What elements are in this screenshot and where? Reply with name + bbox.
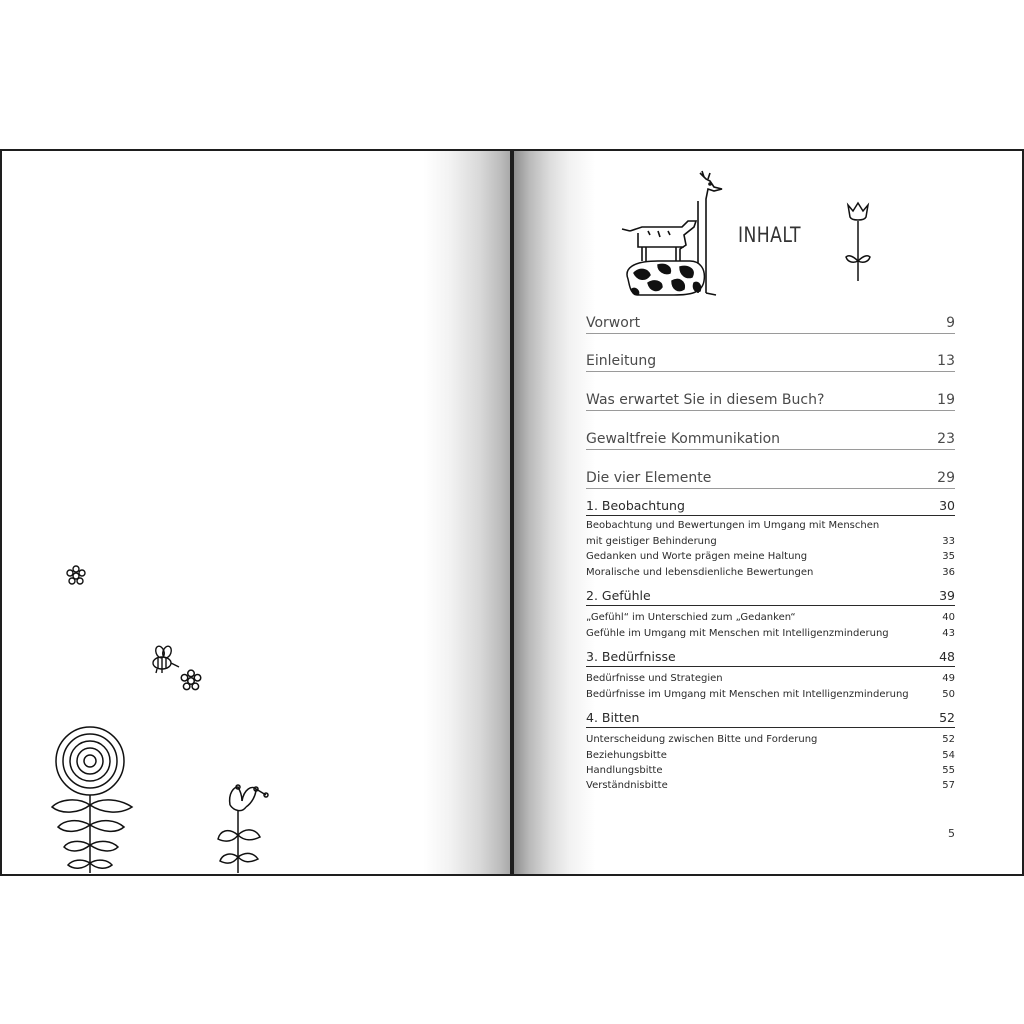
toc-subentry[interactable] (586, 748, 955, 764)
toc-subentry-label: Bedürfnisse und Strategien (586, 673, 723, 684)
toc-entry[interactable] (586, 427, 955, 450)
toc-subentry-page: 33 (942, 535, 955, 547)
rose-flower-icon (48, 725, 138, 874)
toc-entry-page: 19 (937, 392, 955, 408)
toc-subentry[interactable] (586, 778, 955, 794)
toc-entry-label: Was erwartet Sie in diesem Buch? (586, 392, 825, 408)
toc-entry[interactable] (586, 311, 955, 334)
small-flower-icon (64, 564, 88, 588)
toc-subentry-page: 36 (942, 567, 955, 578)
toc-subentry-label: Moralische und lebensdienliche Bewertungen (586, 567, 814, 578)
toc-subentry[interactable] (586, 687, 955, 703)
toc-entry-label: Vorwort (586, 315, 641, 331)
toc-subentry[interactable] (586, 565, 955, 581)
toc-subentry-label: Beziehungsbitte (586, 750, 667, 761)
toc-entry[interactable] (586, 466, 955, 489)
page-number: 5 (948, 827, 955, 840)
toc-subentry[interactable] (586, 732, 955, 748)
toc-section-beobachtung[interactable] (586, 491, 955, 516)
tulip-icon (844, 201, 872, 283)
toc-subentry-page: 43 (942, 628, 955, 639)
toc-subentry-page: 52 (942, 734, 955, 745)
toc-section-label: 2. Gefühle (586, 588, 651, 603)
toc-section-page: 52 (939, 710, 955, 725)
small-flower-icon (178, 668, 204, 694)
toc-section-label: 4. Bitten (586, 710, 640, 725)
toc-section-beduerfnisse[interactable] (586, 642, 955, 667)
tulip-flower-icon (216, 783, 276, 874)
toc-subentry-label: Gefühle im Umgang mit Menschen mit Intelligenzminderung (586, 628, 889, 639)
toc-title: INHALT (738, 223, 801, 247)
toc-subentry[interactable] (586, 518, 955, 549)
toc-entry[interactable] (586, 388, 955, 411)
toc-subentry-label: „Gefühl“ im Unterschied zum „Gedanken“ (586, 612, 796, 623)
toc-subentry-label: Bedürfnisse im Umgang mit Menschen mit Intelligenzminderung (586, 689, 909, 700)
toc-subentry-page: 57 (942, 780, 955, 791)
toc-subentry-page: 55 (942, 765, 955, 776)
bee-icon (148, 645, 182, 675)
toc-entry-label: Einleitung (586, 353, 657, 369)
toc-subentry-label: Gedanken und Worte prägen meine Haltung (586, 551, 808, 562)
toc-subentry-label: Unterscheidung zwischen Bitte und Forderung (586, 734, 818, 745)
toc-subentry-label: Verständnisbitte (586, 780, 668, 791)
toc-entry-page: 29 (937, 470, 955, 486)
toc-subentry[interactable] (586, 626, 955, 642)
toc-subentry[interactable] (586, 610, 955, 626)
open-book (0, 149, 1024, 876)
toc-subentry[interactable] (586, 549, 955, 565)
toc-entry-page: 9 (946, 315, 955, 331)
left-page (2, 151, 510, 874)
toc-subentry-page: 35 (942, 551, 955, 562)
toc-section-label: 3. Bedürfnisse (586, 649, 676, 664)
toc-subentry-page: 50 (942, 689, 955, 700)
right-page (514, 151, 1022, 874)
toc-entry-label: Die vier Elemente (586, 470, 712, 486)
toc-entry-label: Gewaltfreie Kommunikation (586, 431, 781, 447)
toc-subentry-label: Beobachtung und Bewertungen im Umgang mit Menschen mit geistiger Behinderung (586, 520, 880, 547)
toc-subentry-label: Handlungsbitte (586, 765, 663, 776)
toc-subentry[interactable] (586, 763, 955, 779)
toc-entry-page: 13 (937, 353, 955, 369)
toc-section-bitten[interactable] (586, 703, 955, 728)
toc-subentry-page: 54 (942, 750, 955, 761)
toc-section-page: 39 (939, 588, 955, 603)
toc-subentry[interactable] (586, 671, 955, 687)
toc-section-gefuehle[interactable] (586, 581, 955, 606)
toc-section-label: 1. Beobachtung (586, 498, 685, 513)
toc-section-page: 30 (939, 498, 955, 513)
toc-subentry-page: 40 (942, 612, 955, 623)
toc-entry[interactable] (586, 349, 955, 372)
toc-entry-page: 23 (937, 431, 955, 447)
toc-subentry-page: 49 (942, 673, 955, 684)
giraffe-dog-illustration (618, 169, 730, 299)
toc-section-page: 48 (939, 649, 955, 664)
